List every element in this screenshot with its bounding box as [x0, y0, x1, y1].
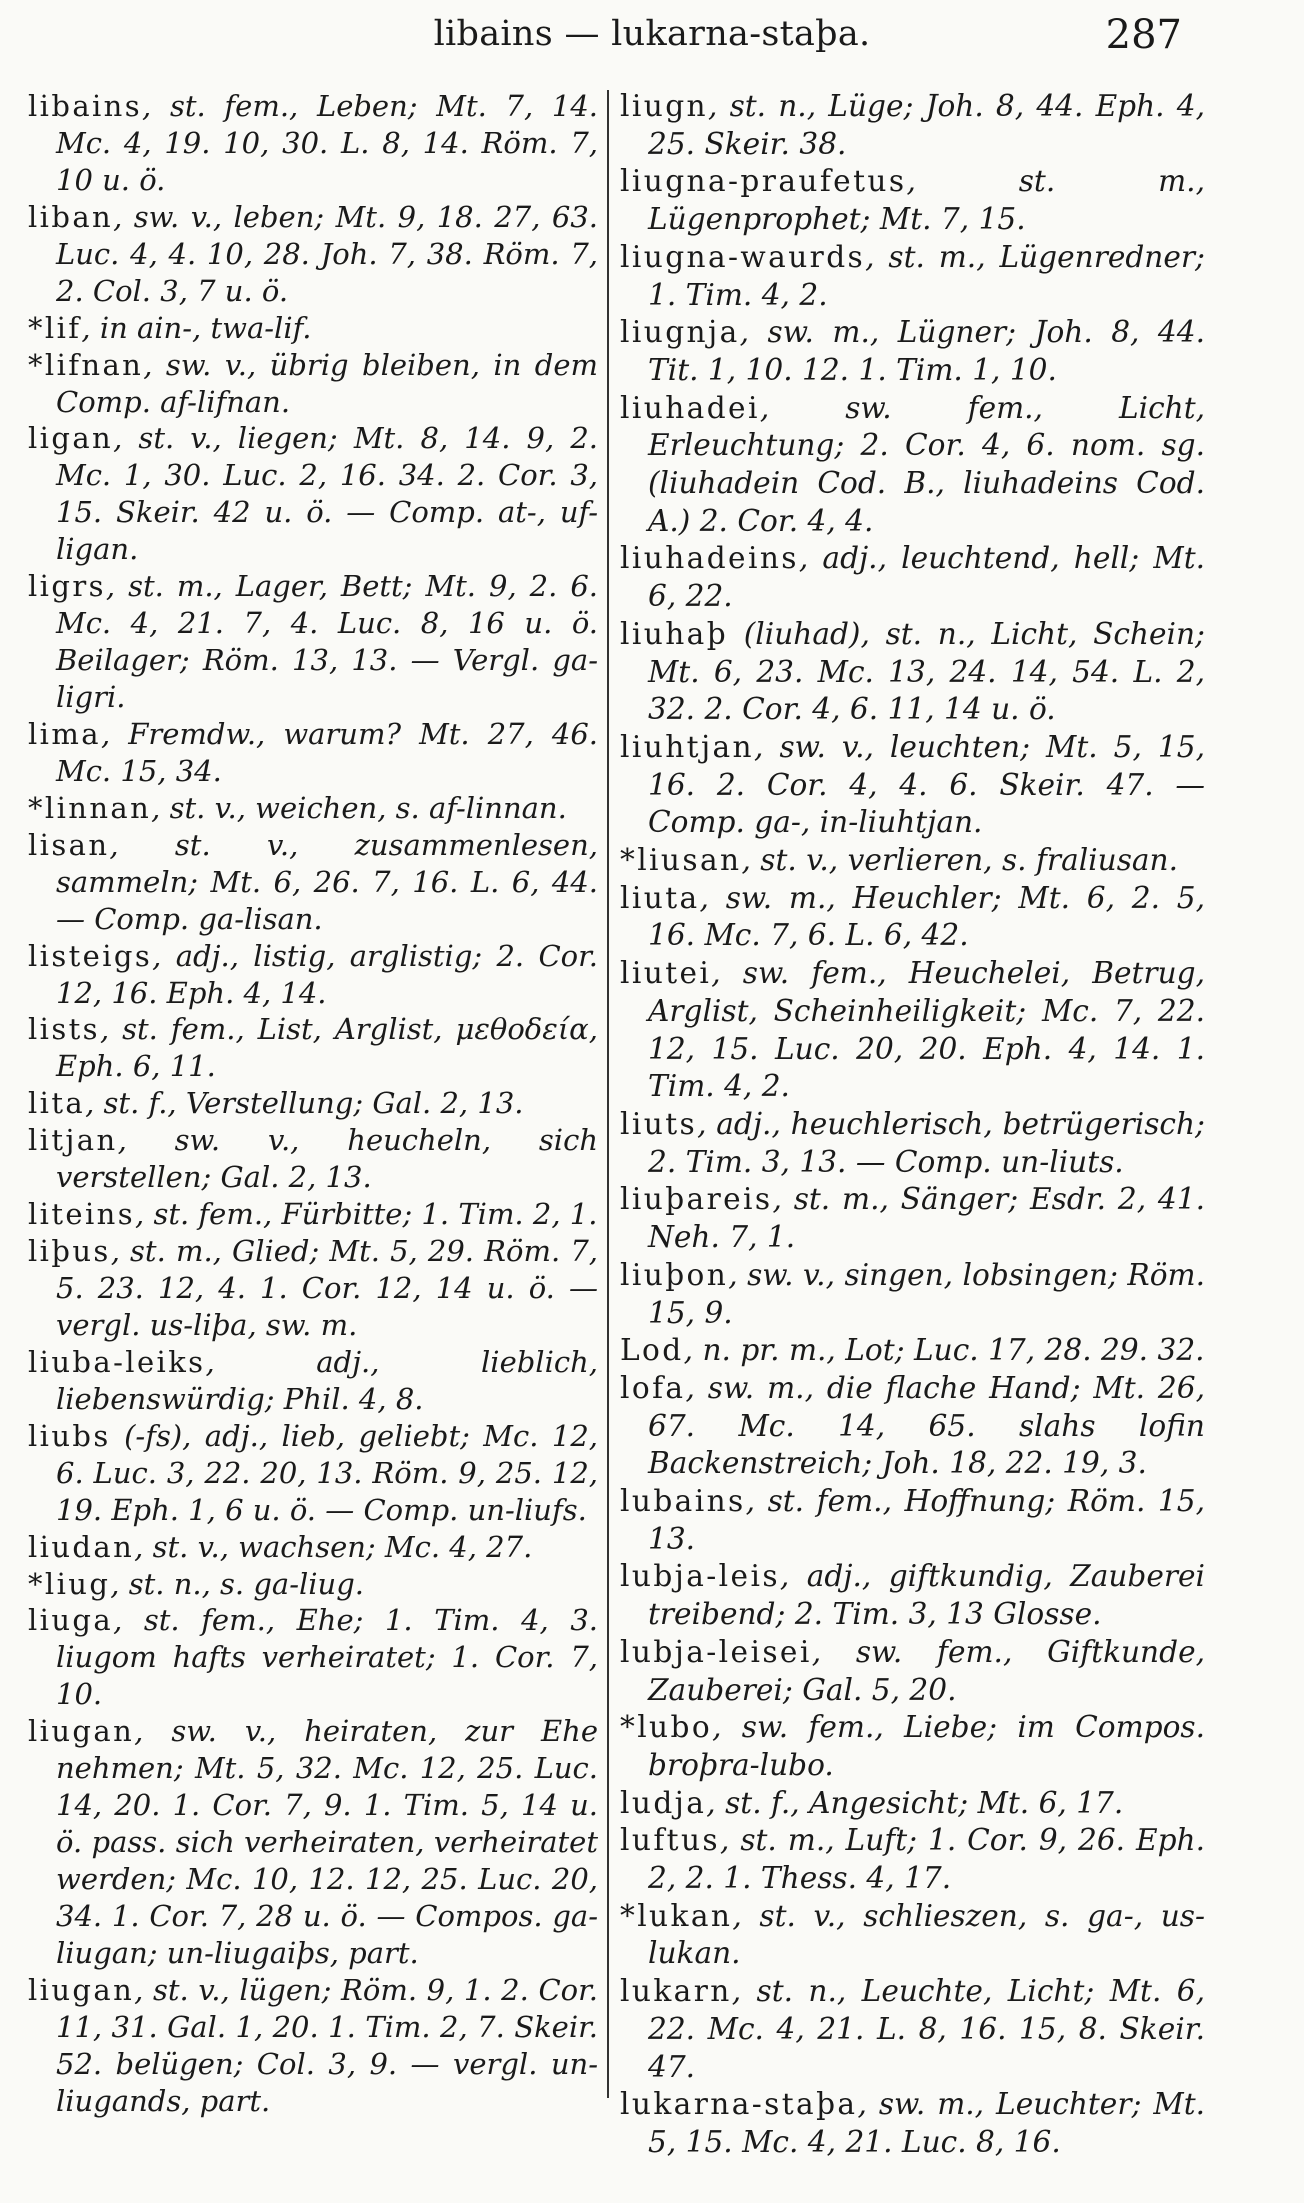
entry-headword: ligan — [28, 421, 114, 456]
entry-headword: lukarn — [620, 1974, 732, 2009]
entry-headword: liuta — [620, 880, 700, 915]
entry-headword: lists — [28, 1012, 100, 1047]
dictionary-entry — [620, 1785, 1205, 1823]
page-number: 287 — [1105, 12, 1182, 58]
entry-headword: liugnja — [620, 315, 740, 350]
page-header — [0, 14, 1304, 70]
entry-definition: , adj., giftkundig, Zauberei treibend; 2. Tim. 3, 13 Glosse. — [648, 1559, 1205, 1632]
entry-definition: , st. m., Sänger; Esdr. 2, 41. Neh. 7, 1. — [648, 1182, 1205, 1255]
dictionary-entry — [28, 1196, 598, 1233]
entry-headword: liutei — [620, 956, 712, 991]
dictionary-entry — [620, 842, 1205, 880]
entry-headword: lofa — [620, 1370, 686, 1405]
dictionary-entry — [620, 616, 1205, 729]
left-column — [28, 88, 598, 2120]
dictionary-entry — [620, 729, 1205, 842]
entry-headword: lisan — [28, 827, 110, 862]
entry-headword: *lifnan — [28, 347, 144, 382]
entry-definition: , sw. fem., Giftkunde, Zauberei; Gal. 5, 20. — [648, 1634, 1205, 1707]
dictionary-entry — [620, 1332, 1205, 1370]
entry-headword: *lubo — [620, 1710, 713, 1745]
dictionary-entry — [28, 1233, 598, 1344]
dictionary-entry — [620, 390, 1205, 541]
dictionary-entry — [28, 347, 598, 421]
entry-definition: , st. fem., Hoffnung; Röm. 15, 13. — [648, 1484, 1205, 1556]
entry-headword: liteins — [28, 1197, 136, 1232]
dictionary-entry — [28, 1566, 598, 1603]
dictionary-entry — [28, 1122, 598, 1196]
entry-headword: lubja-leisei — [620, 1634, 812, 1669]
dictionary-entry — [28, 1418, 598, 1529]
dictionary-entry — [620, 1181, 1205, 1256]
entry-definition: , sw. v., heucheln, sich verstellen; Gal. 2, 13. — [56, 1123, 598, 1195]
entry-headword: liugan — [28, 1972, 135, 2007]
entry-headword: liugna-waurds — [620, 239, 866, 274]
entry-headword: liugan — [28, 1714, 135, 1749]
entry-definition: , st. fem., Leben; Mt. 7, 14. Mc. 4, 19. 10, 30. L. 8, 14. Röm. 7, 10 u. ö. — [56, 89, 598, 197]
entry-definition: , Fremdw., warum? Mt. 27, 46. Mc. 15, 34. — [56, 716, 598, 788]
dictionary-entry — [620, 1709, 1205, 1784]
entry-definition: , st. m., Lügenprophet; Mt. 7, 15. — [648, 164, 1205, 237]
entry-headword: lukarna-staþa — [620, 2087, 858, 2122]
dictionary-entry — [620, 1257, 1205, 1332]
entry-definition: , sw. fem., Heuchelei, Betrug, Arglist, Scheinheiligkeit; Mc. 7, 22. 12, 15. Luc. 20, 20. Eph. 4, 14. 1. Tim. 4, 2. — [648, 956, 1205, 1104]
dictionary-entry — [28, 420, 598, 568]
entry-headword: liuhaþ — [620, 616, 729, 651]
dictionary-entry — [620, 239, 1205, 314]
dictionary-entry — [620, 1973, 1205, 2086]
entry-headword: libains — [28, 89, 143, 123]
entry-headword: ligrs — [28, 569, 106, 604]
entry-definition: , st. fem., Ehe; 1. Tim. 4, 3. liugom hafts verheiratet; 1. Cor. 7, 10. — [56, 1603, 598, 1712]
dictionary-entry — [620, 1634, 1205, 1709]
entry-definition: , sw. v., leuchten; Mt. 5, 15, 16. 2. Cor. 4, 4. 6. Skeir. 47. — Comp. ga-, in-liuhtjan. — [648, 729, 1205, 840]
entry-definition: , st. v., weichen, s. af-linnan. — [151, 790, 567, 825]
entry-headword: luftus — [620, 1823, 721, 1858]
entry-headword: liudan — [28, 1529, 135, 1564]
dictionary-entry — [620, 880, 1205, 955]
entry-headword: listeigs — [28, 938, 153, 973]
entry-headword: liuþareis — [620, 1182, 773, 1217]
entry-headword: *lif — [28, 310, 82, 345]
entry-definition: , st. v., wachsen; Mc. 4, 27. — [134, 1529, 533, 1564]
dictionary-entry — [28, 1972, 598, 2120]
entry-headword: liuts — [620, 1106, 698, 1141]
entry-definition: , sw. v., übrig bleiben, in dem Comp. af-lifnan. — [56, 347, 598, 419]
entry-headword: liuhadei — [620, 390, 760, 425]
entry-definition: , sw. m., die flache Hand; Mt. 26, 67. Mc. 14, 65. slahs lofin Backenstreich; Joh. 18, 22. 19, 3. — [648, 1370, 1205, 1481]
entry-definition: , adj., lieblich, liebenswürdig; Phil. 4, 8. — [56, 1344, 598, 1416]
entry-headword: *linnan — [28, 790, 152, 825]
entry-definition: , sw. v., leben; Mt. 9, 18. 27, 63. Luc. 4, 4. 10, 28. Joh. 7, 38. Röm. 7, 2. Col. 3, 7 u. ö. — [56, 199, 598, 308]
entry-definition: , st. m., Lügenredner; 1. Tim. 4, 2. — [648, 239, 1205, 312]
entry-definition: , sw. fem., Licht, Erleuchtung; 2. Cor. 4, 6. nom. sg. (liuhadein Cod. B., liuhadeins Cod. A.) 2. Cor. 4, 4. — [648, 390, 1205, 538]
entry-definition: , st. f., Angesicht; Mt. 6, 17. — [706, 1785, 1124, 1820]
entry-definition: , sw. m., Heuchler; Mt. 6, 2. 5, 16. Mc. 7, 6. L. 6, 42. — [648, 880, 1205, 953]
entry-definition: , st. v., schlieszen, s. ga-, us-lukan. — [648, 1898, 1205, 1971]
dictionary-entry — [620, 1483, 1205, 1558]
entry-headword: lima — [28, 716, 101, 751]
entry-definition: , st. fem., List, Arglist, μεθοδεία, Eph. 6, 11. — [56, 1012, 598, 1084]
dictionary-entry — [28, 1713, 598, 1972]
entry-headword: Lod — [620, 1333, 684, 1368]
entry-definition: , st. m., Lager, Bett; Mt. 9, 2. 6. Mc. 4, 21. 7, 4. Luc. 8, 16 u. ö. Beilager; Röm. 13, 13. — Vergl. ga-ligri. — [56, 569, 598, 714]
entry-headword: *liusan — [620, 843, 742, 878]
dictionary-entry — [620, 163, 1205, 238]
entry-definition: , st. f., Verstellung; Gal. 2, 13. — [85, 1086, 524, 1121]
dictionary-entry — [28, 568, 598, 716]
dictionary-entry — [28, 790, 598, 827]
dictionary-entry — [28, 827, 598, 938]
entry-definition: , st. n., Lüge; Joh. 8, 44. Eph. 4, 25. Skeir. 38. — [648, 89, 1205, 161]
entry-headword: *liug — [28, 1566, 111, 1601]
dictionary-entry — [28, 938, 598, 1012]
entry-headword: liþus — [28, 1234, 111, 1269]
dictionary-entry — [620, 1898, 1205, 1973]
entry-definition: (-fs), adj., lieb, geliebt; Mc. 12, 6. Luc. 3, 22. 20, 13. Röm. 9, 25. 12, 19. Eph. 1, 6 u. ö. — Comp. un-liufs. — [56, 1418, 598, 1527]
dictionary-entry — [620, 540, 1205, 615]
entry-definition: , in ain-, twa-lif. — [81, 310, 312, 345]
dictionary-entry — [28, 1602, 598, 1713]
entry-definition: , st. m., Glied; Mt. 5, 29. Röm. 7, 5. 23. 12, 4. 1. Cor. 12, 14 u. ö. — vergl. us-liþa, sw. m. — [56, 1234, 598, 1342]
entry-headword: lubja-leis — [620, 1559, 780, 1594]
dictionary-entry — [620, 955, 1205, 1106]
dictionary-entry — [28, 1011, 598, 1085]
dictionary-entry — [620, 1558, 1205, 1633]
entry-headword: *lukan — [620, 1898, 733, 1933]
entry-definition: , adj., listig, arglistig; 2. Cor. 12, 16. Eph. 4, 14. — [56, 938, 598, 1010]
entry-headword: liuhadeins — [620, 541, 799, 576]
entry-definition: , st. n., Leuchte, Licht; Mt. 6, 22. Mc. 4, 21. L. 8, 16. 15, 8. Skeir. 47. — [648, 1974, 1205, 2084]
entry-headword: liugna-praufetus — [620, 164, 907, 199]
entry-headword: lubains — [620, 1484, 746, 1519]
entry-headword: litjan — [28, 1123, 118, 1158]
entry-headword: lita — [28, 1086, 86, 1121]
entry-headword: liuga — [28, 1603, 114, 1638]
dictionary-entry — [28, 1344, 598, 1418]
dictionary-entry — [28, 310, 598, 347]
entry-headword: liuba-leiks — [28, 1344, 206, 1379]
entry-definition: , sw. m., Leuchter; Mt. 5, 15. Mc. 4, 21. Luc. 8, 16. — [648, 2087, 1205, 2159]
entry-definition: , st. fem., Fürbitte; 1. Tim. 2, 1. — [135, 1197, 598, 1232]
entry-definition: , st. v., liegen; Mt. 8, 14. 9, 2. Mc. 1, 30. Luc. 2, 16. 34. 2. Cor. 3, 15. Skeir. 42 u. ö. — Comp. at-, uf-ligan. — [56, 421, 598, 567]
dictionary-entry — [620, 88, 1205, 163]
entry-definition: , adj., heuchlerisch, betrügerisch; 2. Tim. 3, 13. — Comp. un-liuts. — [648, 1106, 1205, 1179]
entry-definition: , sw. m., Lügner; Joh. 8, 44. Tit. 1, 10. 12. 1. Tim. 1, 10. — [648, 315, 1205, 387]
dictionary-entry — [620, 2086, 1205, 2161]
entry-definition: (liuhad), st. n., Licht, Schein; Mt. 6, 23. Mc. 13, 24. 14, 54. L. 2, 32. 2. Cor. 4, 6. 11, 14 u. ö. — [648, 616, 1205, 727]
dictionary-entry — [28, 716, 598, 790]
entry-definition: , st. v., lügen; Röm. 9, 1. 2. Cor. 11, 31. Gal. 1, 20. 1. Tim. 2, 7. Skeir. 52. belügen; Col. 3, 9. — vergl. un-liugands, part. — [56, 1972, 598, 2118]
entry-definition: , sw. v., heiraten, zur Ehe nehmen; Mt. 5, 32. Mc. 12, 25. Luc. 14, 20. 1. Cor. 7, 9. 1. Tim. 5, 14 u. ö. pass. sich verheiraten, verheiratet werden; Mc. 10, 12. 12, 25. Luc. 20, 34. 1. Cor. 7, 28 u. ö. — Compos. ga-liugan; un-liugaiþs, part. — [56, 1714, 598, 1970]
dictionary-entry — [620, 1822, 1205, 1897]
entry-definition: , n. pr. m., Lot; Luc. 17, 28. 29. 32. — [683, 1333, 1205, 1368]
entry-definition: , st. v., zusammenlesen, sammeln; Mt. 6, 26. 7, 16. L. 6, 44. — Comp. ga-lisan. — [56, 827, 598, 936]
right-column — [620, 88, 1205, 2162]
dictionary-entry — [28, 1085, 598, 1122]
dictionary-entry — [28, 199, 598, 310]
entry-definition: , sw. v., singen, lobsingen; Röm. 15, 9. — [648, 1257, 1205, 1330]
entry-definition: , st. v., verlieren, s. fraliusan. — [741, 843, 1179, 878]
dictionary-entry — [620, 314, 1205, 389]
dictionary-entry — [620, 1106, 1205, 1181]
entry-definition: , st. n., s. ga-liug. — [110, 1566, 365, 1601]
entry-headword: liuhtjan — [620, 729, 755, 764]
running-title: libains — lukarna-staþa. — [433, 14, 871, 54]
entry-headword: liugn — [620, 89, 708, 123]
entry-headword: ludja — [620, 1785, 707, 1820]
dictionary-entry — [28, 88, 598, 199]
entry-headword: liuþon — [620, 1257, 729, 1292]
dictionary-entry — [28, 1529, 598, 1566]
entry-definition: , st. m., Luft; 1. Cor. 9, 26. Eph. 2, 2. 1. Thess. 4, 17. — [648, 1823, 1205, 1896]
entry-definition: , sw. fem., Liebe; im Compos. broþra-lubo. — [648, 1710, 1205, 1782]
entry-headword: liban — [28, 199, 114, 234]
dictionary-entry — [620, 1370, 1205, 1483]
entry-headword: liubs — [28, 1418, 111, 1453]
entry-definition: , adj., leuchtend, hell; Mt. 6, 22. — [648, 541, 1205, 614]
column-divider — [607, 90, 609, 2098]
